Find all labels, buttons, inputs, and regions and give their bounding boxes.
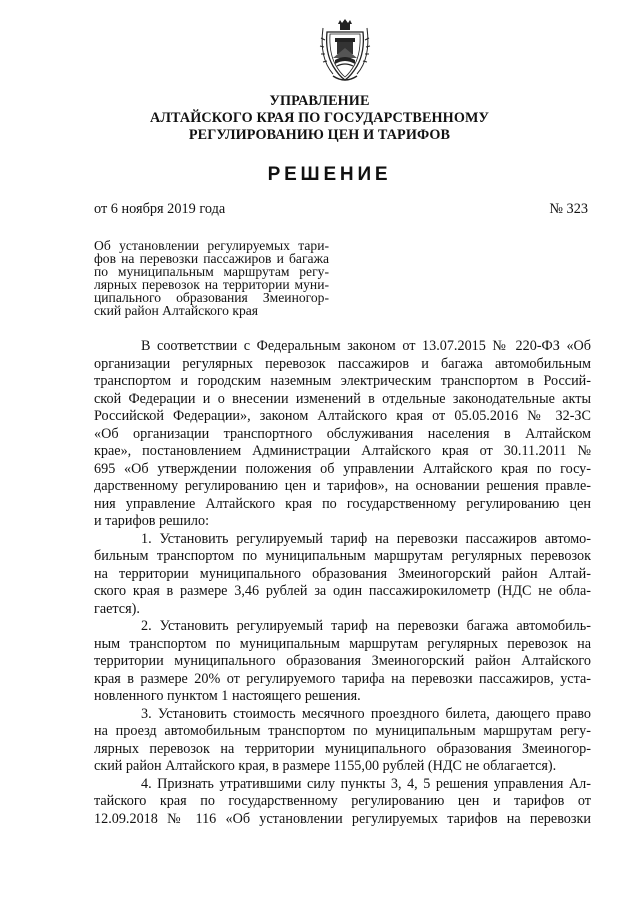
body-line: Российской Федерации», законом Алтайского края от 05.05.2016 № 32-ЗС [94,408,591,424]
body-line: дарственному регулированию цен и тарифов», на основании решения правле- [94,478,591,494]
body-line: гается). [94,600,140,617]
body-line: организации регулярных перевозок пассажиров и багажа автомобильным [94,355,591,372]
body-line: 1. Установить регулируемый тариф на перевозки пассажиров автомо- [141,530,591,547]
body-line: края в размере 20% от регулируемого тарифа на перевозки пассажиров, уста- [94,670,591,687]
body-line: и тарифов решило: [94,513,210,529]
body-line: бильным транспортом по муниципальным маршрутам регулярных перевозок [94,548,591,564]
document-subject [94,239,329,317]
body-line: 2. Установить регулируемый тариф на перевозки багажа автомобиль- [141,618,591,634]
body-line: 12.09.2018 № 116 «Об установлении регулируемых тарифов на перевозки [94,810,591,827]
body-line: В соответствии с Федеральным законом от 13.07.2015 № 220-ФЗ «Об [141,338,591,354]
altai-coat-of-arms-emblem [313,18,377,84]
authority-line-2: АЛТАЙСКОГО КРАЯ ПО ГОСУДАРСТВЕННОМУ [150,110,489,126]
subject-line: Об установлении регулируемых тари- [94,238,329,253]
subject-line: ципального образования Змеиногор- [94,290,329,305]
body-line: на территории муниципального образования Змеиногорский район Алтай- [94,565,591,582]
body-line: транспортом и городским наземным электрическим транспортом в Россий- [94,373,591,389]
issuing-authority [0,93,639,144]
subject-line: по муниципальным маршрутам регу- [94,264,329,279]
subject-line: фов на перевозки пассажиров и багажа [94,251,329,266]
body-line: 4. Признать утратившими силу пункты 3, 4, 5 решения управления Ал- [141,775,591,792]
body-line: лярных перевозок на территории муниципального образования Змеиногор- [94,740,591,757]
body-line: 695 «Об утверждении положения об управлении Алтайского края по госу- [94,460,591,477]
document-type-title: РЕШЕНИЕ [267,164,392,185]
body-line: 3. Установить стоимость месячного проездного билета, дающего право [141,705,591,722]
decision-body-text [94,338,591,828]
document-number: № 323 [549,201,588,217]
body-line: крае», постановлением Администрации Алтайского края от 30.11.2011 № [94,443,591,459]
body-line: территории муниципального образования Змеиногорский район Алтайского [94,653,591,669]
body-paragraph [94,776,591,829]
subject-line: лярных перевозок на территории муни- [94,277,329,292]
body-paragraph [94,338,591,531]
body-paragraph [94,618,591,706]
body-line: новленного пунктом 1 настоящего решения. [94,688,361,704]
body-paragraph [94,531,591,619]
body-line: ской Федерации и о внесении изменений в отдельные законодательные акты [94,390,591,407]
body-line: тайского края по государственному регулированию цен и тарифов от [94,793,591,809]
body-paragraph [94,706,591,776]
subject-line: ский район Алтайского края [94,303,259,318]
body-line: на проезд автомобильным транспортом по муниципальным маршрутам регу- [94,723,591,739]
authority-line-3: РЕГУЛИРОВАНИЮ ЦЕН И ТАРИФОВ [188,127,451,143]
body-line: ского края в размере 3,46 рублей за один пассажирокилометр (НДС не обла- [94,583,591,599]
body-line: «Об организации транспортного обслуживания населения в Алтайском [94,425,591,442]
body-line: ский район Алтайского края, в размере 1155,00 рублей (НДС не облагается). [94,758,557,774]
body-line: ным транспортом по муниципальным маршрутам регулярных перевозок на [94,635,591,652]
authority-line-1: УПРАВЛЕНИЕ [269,93,370,109]
document-date: от 6 ноября 2019 года [94,201,226,217]
body-line: ния управление Алтайского края по государственному регулированию цен [94,495,591,512]
